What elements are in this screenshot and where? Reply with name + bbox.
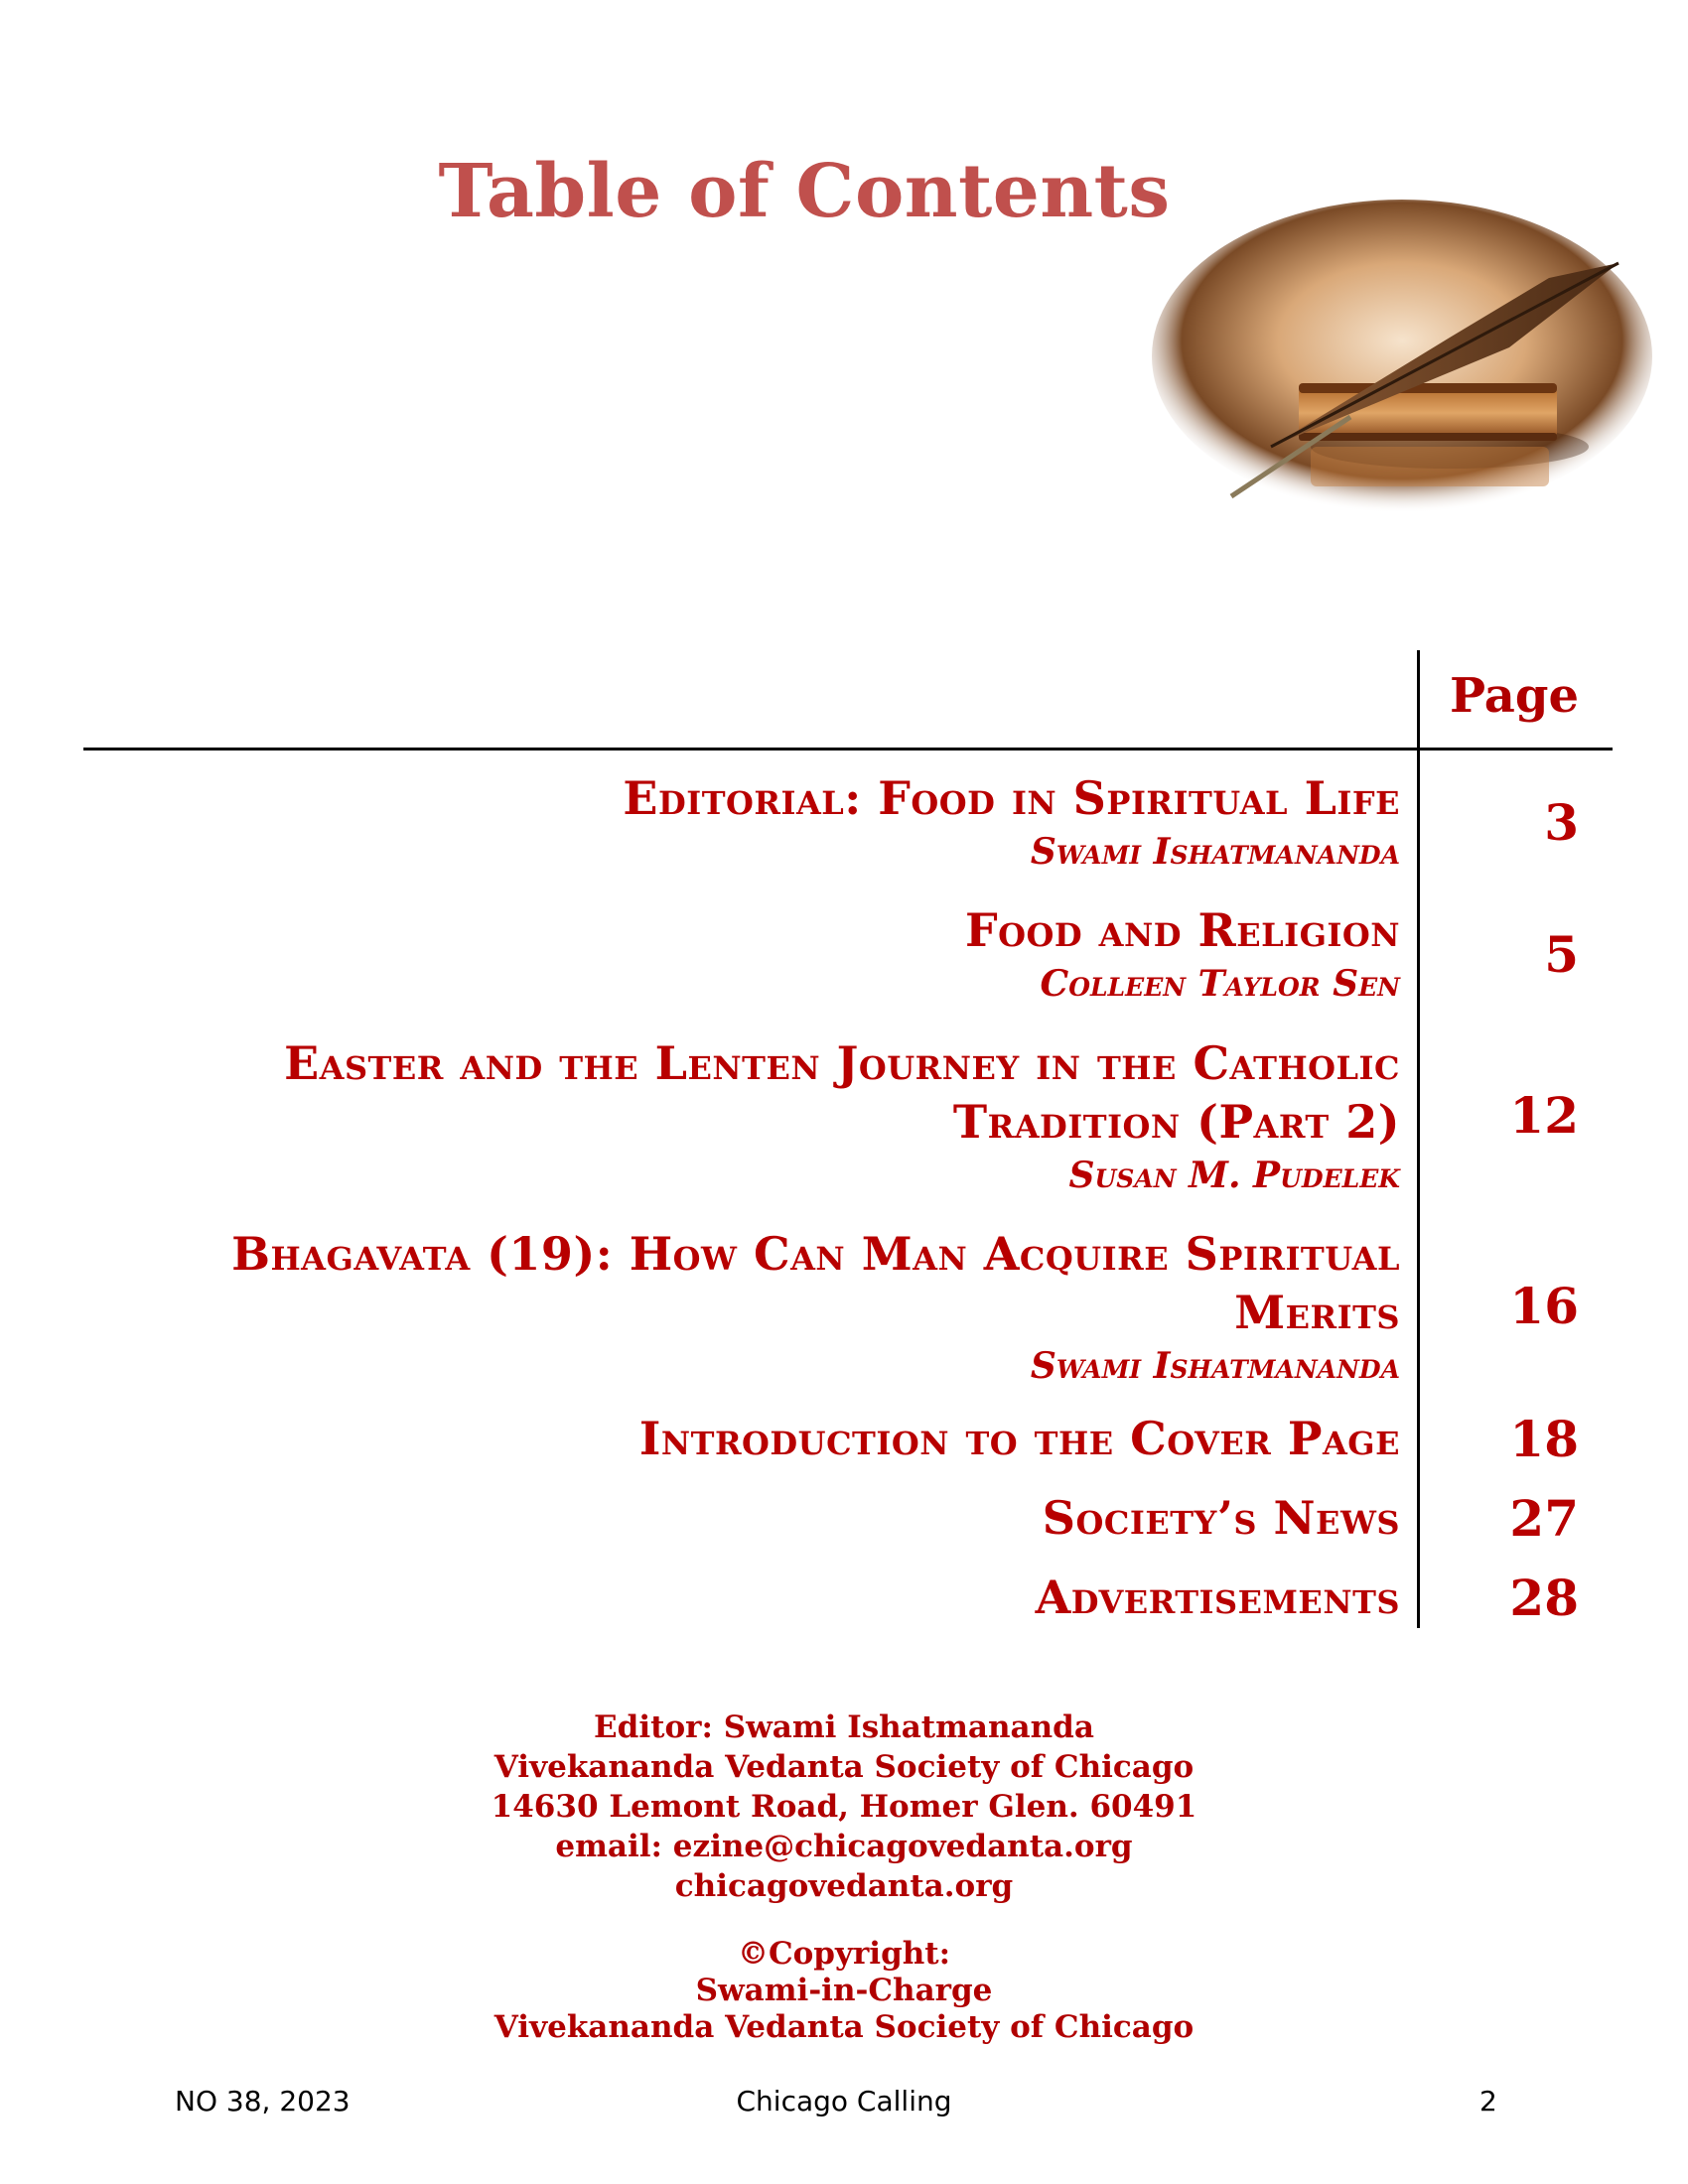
email-link[interactable]: email: ezine@chicagovedanta.org [555, 1829, 1133, 1864]
toc-entry-author: Swami Ishatmananda [1030, 831, 1400, 873]
toc-entry[interactable] [119, 1225, 1400, 1390]
editor-name: Editor: Swami Ishatmananda [594, 1709, 1094, 1745]
toc-column-divider [1417, 650, 1420, 1628]
toc-entry-title: Bhagavata (19): How Can Man Acquire Spiritual [231, 1227, 1400, 1281]
quill-and-book-icon [1152, 199, 1653, 514]
toc-entry[interactable] [119, 769, 1400, 876]
toc-entry-page[interactable]: 5 [1544, 925, 1579, 984]
toc-entry-page[interactable]: 27 [1509, 1489, 1579, 1548]
toc-entry-author: Susan M. Pudelek [1068, 1155, 1400, 1196]
toc-entry-title: Society’s News [1042, 1491, 1400, 1545]
toc-entry-title: Introduction to the Cover Page [638, 1412, 1400, 1465]
society-address: 14630 Lemont Road, Homer Glen. 60491 [491, 1789, 1197, 1825]
toc-entry[interactable] [119, 901, 1400, 1008]
toc-entry-page[interactable]: 28 [1509, 1569, 1579, 1627]
society-name: Vivekananda Vedanta Society of Chicago [493, 1749, 1195, 1785]
copyright-holder: Swami-in-Charge [695, 1973, 993, 2008]
toc-entry[interactable] [119, 1489, 1400, 1548]
toc-entry-page[interactable]: 12 [1509, 1086, 1579, 1145]
toc-entry[interactable] [119, 1569, 1400, 1627]
toc-entry-page[interactable]: 16 [1509, 1277, 1579, 1335]
footer-issue: NO 38, 2023 [175, 2085, 351, 2117]
toc-entry-title-continued: Tradition (Part 2) [952, 1095, 1400, 1149]
editor-info [0, 1707, 1688, 1906]
toc-entry-title: Advertisements [1035, 1570, 1400, 1624]
toc-entry-title: Editorial: Food in Spiritual Life [623, 771, 1400, 825]
toc-entry[interactable] [119, 1034, 1400, 1199]
copyright-info [0, 1936, 1688, 2046]
toc-entry-title: Easter and the Lenten Journey in the Catholic [284, 1036, 1400, 1090]
copyright-label: ©Copyright: [737, 1936, 951, 1972]
copyright-society: Vivekananda Vedanta Society of Chicago [493, 2009, 1195, 2045]
toc-header-rule [83, 748, 1613, 751]
toc-entry-page[interactable]: 3 [1544, 793, 1579, 852]
toc-entry[interactable] [119, 1410, 1400, 1468]
toc-entry-page[interactable]: 18 [1509, 1410, 1579, 1468]
toc-entry-title: Food and Religion [964, 903, 1400, 957]
toc-entry-author: Colleen Taylor Sen [1040, 963, 1400, 1005]
toc-entry-title-continued: Merits [1234, 1286, 1400, 1339]
website-link[interactable]: chicagovedanta.org [674, 1868, 1014, 1904]
footer-publication: Chicago Calling [736, 2085, 952, 2117]
page-column-header: Page [1449, 668, 1579, 724]
page-title: Table of Contents [438, 149, 1171, 234]
footer-page-number: 2 [1479, 2085, 1497, 2117]
toc-entry-author: Swami Ishatmananda [1030, 1345, 1400, 1387]
